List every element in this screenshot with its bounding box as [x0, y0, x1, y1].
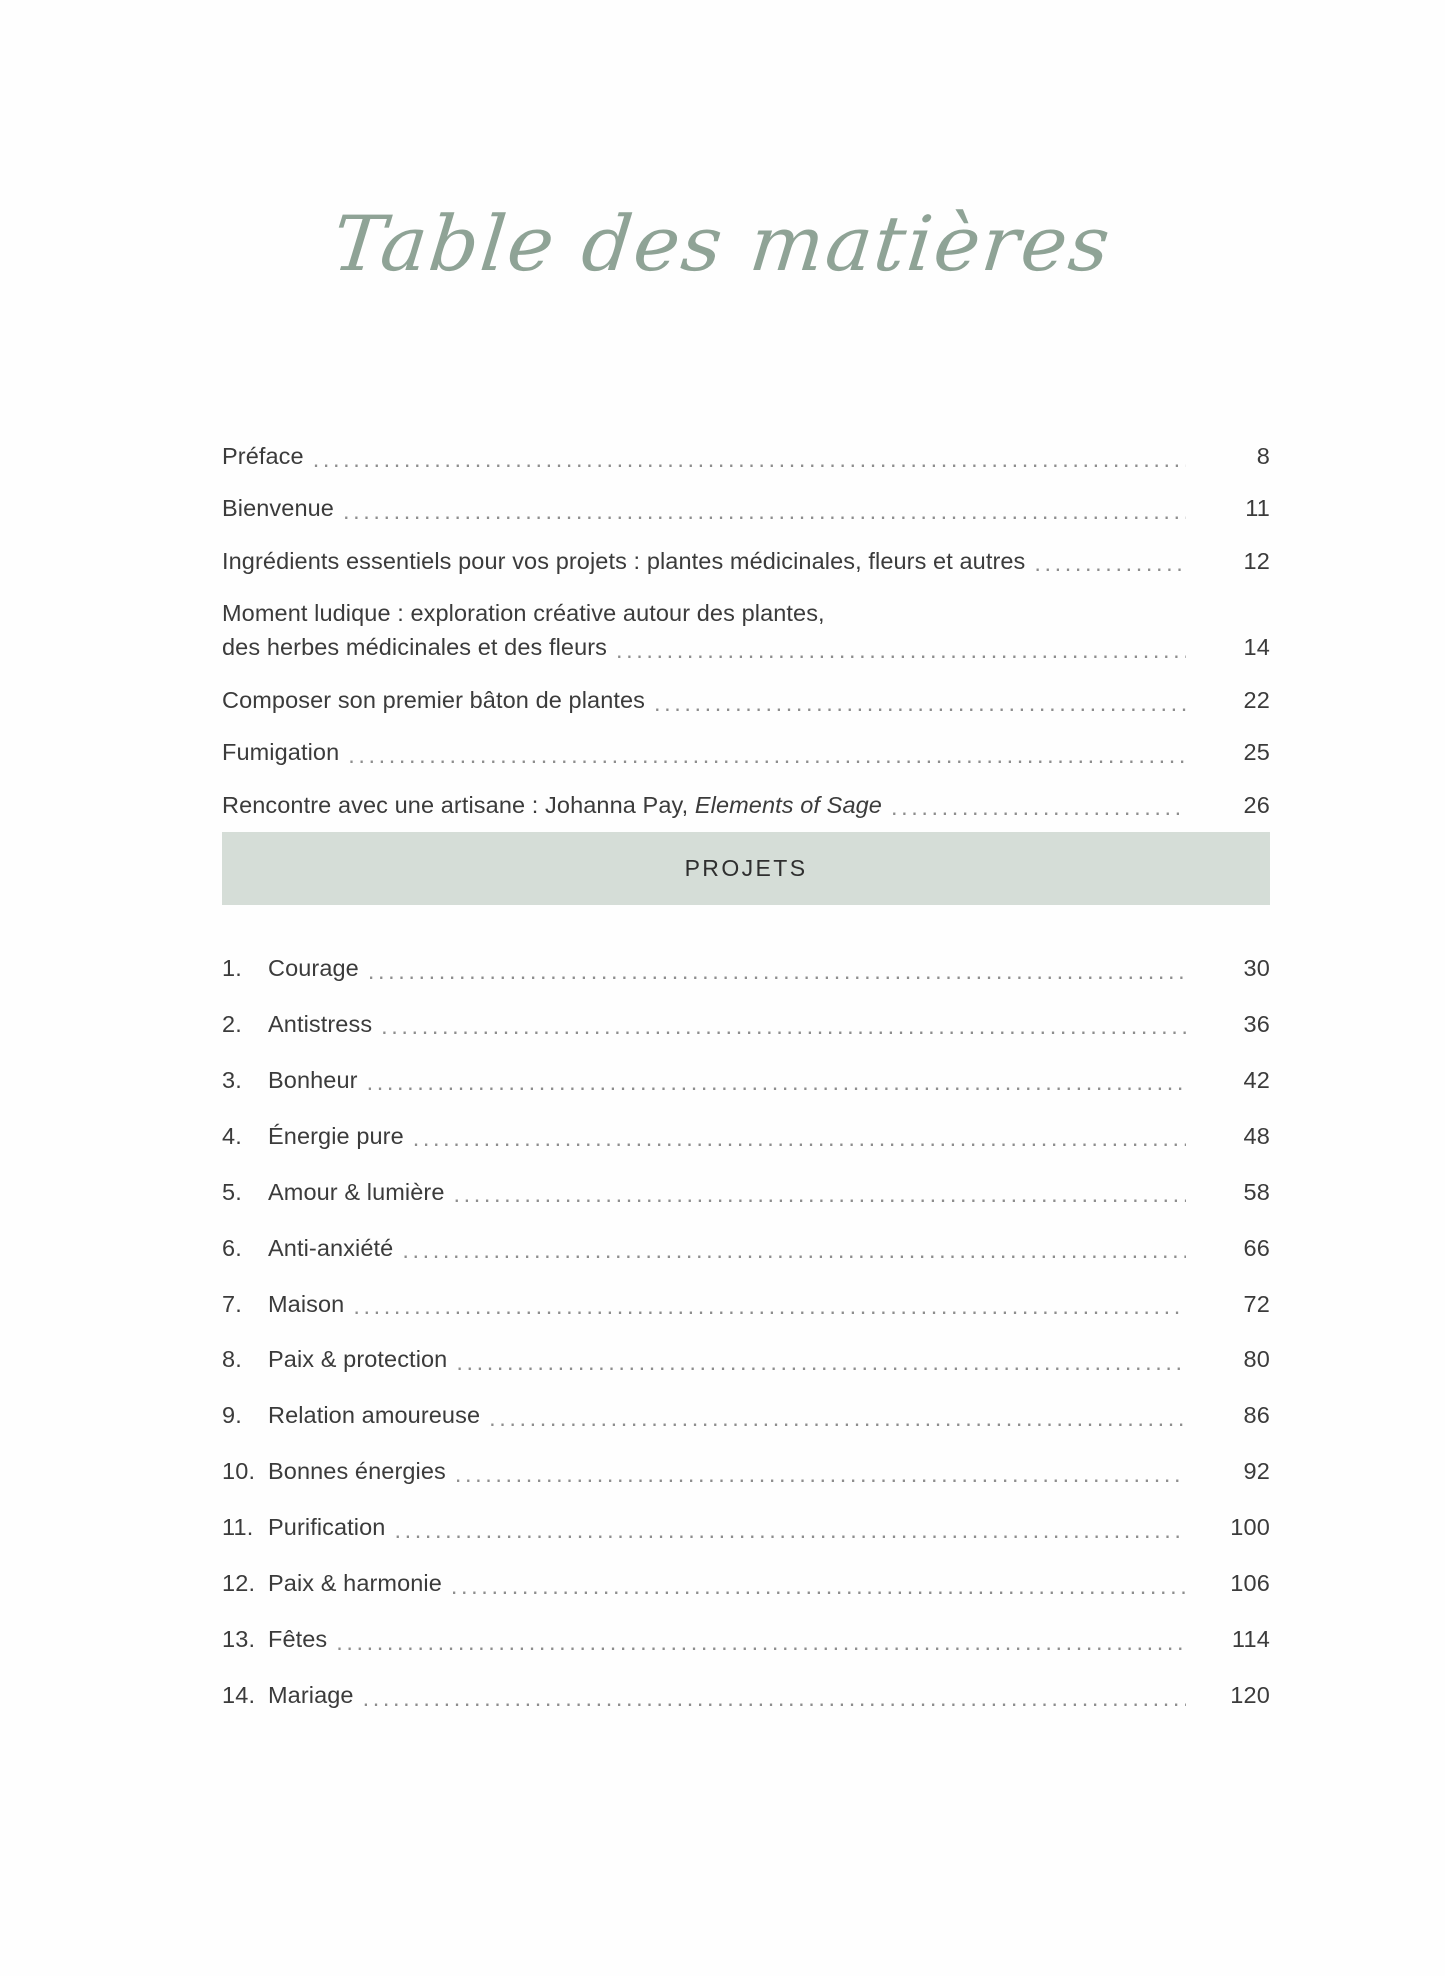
toc-entry-label: Purification [268, 1514, 386, 1541]
toc-entry-label [222, 789, 891, 821]
toc-entry-label: Préface [222, 443, 304, 469]
toc-entry-number: 13. [222, 1626, 256, 1653]
leader-dots [489, 1408, 1186, 1432]
toc-entry-label: Composer son premier bâton de plantes [222, 686, 646, 713]
toc-entry-page: 72 [1243, 1290, 1270, 1317]
toc-entry[interactable] [222, 545, 1270, 577]
leader-dots [353, 1296, 1186, 1320]
toc-entry-number: 11. [222, 1514, 254, 1541]
toc-entry[interactable] [222, 952, 1270, 984]
toc-entry-label: Fumigation [222, 739, 340, 766]
toc-entry[interactable] [222, 1567, 1270, 1599]
toc-entry-page: 26 [1243, 791, 1270, 818]
toc-entry[interactable] [222, 1288, 1270, 1320]
toc-entry[interactable] [222, 1399, 1270, 1431]
leader-dots [891, 798, 1186, 822]
toc-entry-page: 58 [1243, 1178, 1270, 1205]
toc-entry[interactable] [222, 1232, 1270, 1264]
toc-entry-page: 12 [1243, 547, 1270, 574]
toc-entry-number: 14. [222, 1681, 256, 1708]
front-matter-list [222, 440, 1270, 841]
toc-entry-label: Bonnes énergies [268, 1458, 446, 1485]
artisan-prefix: Rencontre avec une artisane : Johanna Pay, [222, 791, 695, 818]
artisan-brand: Elements of Sage [694, 791, 882, 818]
toc-entry-number: 1. [222, 955, 242, 981]
leader-dots [343, 501, 1186, 525]
toc-entry-label: Amour & lumière [268, 1178, 445, 1205]
toc-entry[interactable] [222, 440, 1270, 472]
toc-entry-page: 66 [1243, 1234, 1270, 1261]
projects-list [222, 952, 1270, 1735]
toc-entry[interactable] [222, 736, 1270, 768]
leader-dots [368, 961, 1186, 985]
toc-entry[interactable] [222, 1008, 1270, 1040]
toc-entry-label: Paix & protection [268, 1346, 448, 1373]
toc-entry-label: Ingrédients essentiels pour vos projets : plantes médicinales, fleurs et autres [222, 547, 1026, 574]
toc-entry-page: 25 [1243, 739, 1270, 766]
toc-entry-label: Bonheur [268, 1066, 358, 1093]
toc-entry[interactable] [222, 684, 1270, 716]
toc-entry-number: 7. [222, 1290, 242, 1317]
leader-dots [456, 1352, 1186, 1376]
toc-entry-multiline[interactable] [222, 597, 1270, 664]
toc-entry[interactable] [222, 1455, 1270, 1487]
toc-entry-number: 6. [222, 1234, 242, 1261]
toc-entry-number: 5. [222, 1178, 242, 1205]
toc-entry-page: 80 [1243, 1346, 1270, 1373]
toc-entry[interactable] [222, 1120, 1270, 1152]
toc-entry-page: 106 [1230, 1570, 1270, 1597]
toc-entry[interactable] [222, 1176, 1270, 1208]
toc-entry-label: Bienvenue [222, 495, 334, 522]
leader-dots [402, 1241, 1186, 1265]
toc-entry-number: 4. [222, 1122, 242, 1149]
toc-entry[interactable] [222, 1064, 1270, 1096]
projects-section-banner [222, 832, 1270, 905]
toc-entry-label: Énergie pure [268, 1122, 404, 1149]
toc-entry-label: Mariage [268, 1681, 354, 1708]
toc-entry-page: 92 [1243, 1458, 1270, 1485]
leader-dots [313, 449, 1186, 473]
toc-entry[interactable] [222, 1679, 1270, 1711]
projects-banner-label: PROJETS [684, 855, 808, 881]
toc-entry-page: 22 [1243, 686, 1270, 713]
toc-entry-label: Fêtes [268, 1626, 328, 1653]
toc-entry-label: Relation amoureuse [268, 1402, 481, 1429]
toc-entry-page: 114 [1231, 1626, 1270, 1653]
toc-entry-page: 100 [1230, 1514, 1270, 1541]
toc-entry-label: Courage [268, 955, 359, 981]
toc-entry-page: 42 [1243, 1066, 1270, 1093]
leader-dots [394, 1520, 1186, 1544]
leader-dots [654, 693, 1186, 717]
toc-entry-label: Anti-anxiété [268, 1234, 394, 1261]
leader-dots [616, 640, 1186, 664]
leader-dots [348, 745, 1186, 769]
toc-entry[interactable] [222, 1511, 1270, 1543]
leader-dots [1034, 554, 1186, 578]
toc-entry-page: 14 [1243, 633, 1270, 660]
leader-dots [381, 1017, 1186, 1041]
leader-dots [413, 1129, 1186, 1153]
toc-entry-page: 86 [1243, 1402, 1270, 1429]
toc-entry-number: 3. [222, 1066, 242, 1093]
toc-entry-number: 9. [222, 1402, 242, 1429]
toc-entry-label-line2: des herbes médicinales et des fleurs [222, 633, 608, 660]
page-title: Table des matières [329, 199, 1117, 288]
toc-entry-number: 8. [222, 1346, 242, 1373]
page-title-container [0, 199, 1445, 288]
toc-entry-number: 2. [222, 1010, 242, 1037]
toc-entry-page: 8 [1256, 443, 1270, 469]
toc-entry-page: 120 [1230, 1681, 1270, 1708]
leader-dots [451, 1576, 1186, 1600]
toc-entry[interactable] [222, 1343, 1270, 1375]
toc-entry-label: Antistress [268, 1010, 373, 1037]
toc-entry-page: 30 [1243, 955, 1270, 981]
toc-entry-artisan[interactable] [222, 789, 1270, 821]
toc-entry-label: Maison [268, 1290, 345, 1317]
leader-dots [336, 1632, 1186, 1656]
toc-entry-label: Paix & harmonie [268, 1570, 442, 1597]
leader-dots [367, 1073, 1186, 1097]
toc-entry-number: 12. [222, 1570, 256, 1597]
leader-dots [363, 1688, 1186, 1712]
toc-entry[interactable] [222, 492, 1270, 524]
leader-dots [455, 1464, 1186, 1488]
toc-entry-number: 10. [222, 1458, 256, 1485]
toc-entry-page: 11 [1245, 495, 1270, 522]
toc-entry-label-line1: Moment ludique : exploration créative autour des plantes, [222, 600, 825, 627]
toc-entry-page: 48 [1243, 1122, 1270, 1149]
toc-entry-page: 36 [1243, 1010, 1270, 1037]
toc-entry[interactable] [222, 1623, 1270, 1655]
leader-dots [454, 1185, 1187, 1209]
